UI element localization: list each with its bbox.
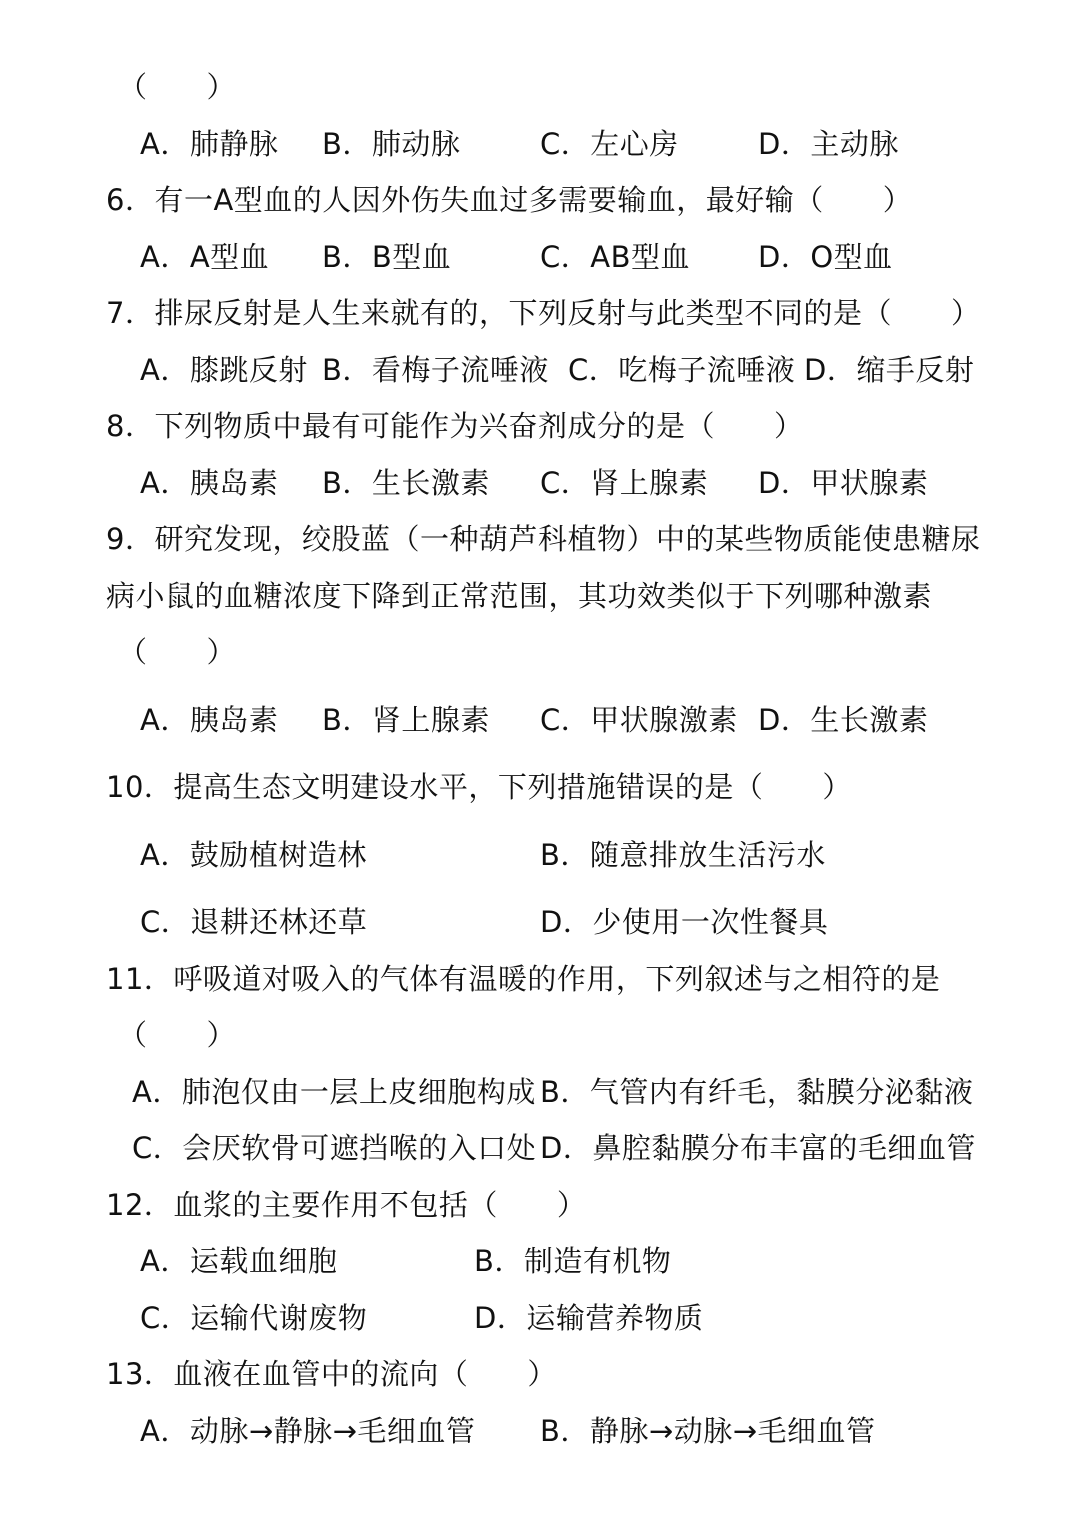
q11-option-b: B．气管内有纤毛，黏膜分泌黏液 — [540, 1075, 974, 1109]
q8-stem: 8．下列物质中最有可能作为兴奋剂成分的是（ ） — [106, 409, 804, 443]
q5-option-a: A．肺静脉 — [140, 127, 279, 161]
q7-option-b: B．看梅子流唾液 — [322, 353, 549, 387]
q8-option-a: A．胰岛素 — [140, 466, 279, 500]
q7-option-d: D．缩手反射 — [804, 353, 975, 387]
q12-option-d: D．运输营养物质 — [474, 1301, 704, 1335]
q5-option-b: B．肺动脉 — [322, 127, 461, 161]
q10-stem: 10．提高生态文明建设水平，下列措施错误的是（ ） — [106, 770, 852, 804]
q9-option-b: B．肾上腺素 — [322, 703, 490, 737]
q9-option-d: D．生长激素 — [758, 703, 929, 737]
q12-option-a: A．运载血细胞 — [140, 1244, 338, 1278]
q12-option-c: C．运输代谢废物 — [140, 1301, 368, 1335]
q12-stem: 12．血浆的主要作用不包括（ ） — [106, 1188, 587, 1222]
q9-option-a: A．胰岛素 — [140, 703, 279, 737]
q7-option-a: A．膝跳反射 — [140, 353, 308, 387]
q8-option-d: D．甲状腺素 — [758, 466, 929, 500]
q6-option-d: D．O型血 — [758, 240, 893, 274]
q5-paren: （ ） — [118, 70, 237, 104]
q9-stem-line1: 9．研究发现，绞股蓝（一种葫芦科植物）中的某些物质能使患糖尿 — [106, 522, 981, 556]
q6-stem: 6．有一A型血的人因外伤失血过多需要输血，最好输（ ） — [106, 183, 913, 217]
q7-option-c: C．吃梅子流唾液 — [568, 353, 796, 387]
q12-option-b: B．制造有机物 — [474, 1244, 672, 1278]
q10-option-d: D．少使用一次性餐具 — [540, 905, 829, 939]
q5-option-d: D．主动脉 — [758, 127, 899, 161]
q11-option-c: C．会厌软骨可遮挡喉的入口处 — [132, 1131, 537, 1165]
q7-stem: 7．排尿反射是人生来就有的，下列反射与此类型不同的是（ ） — [106, 296, 981, 330]
q6-option-a: A．A型血 — [140, 240, 270, 274]
q9-option-c: C．甲状腺激素 — [540, 703, 738, 737]
q8-option-c: C．肾上腺素 — [540, 466, 709, 500]
q10-option-c: C．退耕还林还草 — [140, 905, 368, 939]
q9-stem-line2: 病小鼠的血糖浓度下降到正常范围，其功效类似于下列哪种激素 — [106, 579, 933, 613]
q5-option-c: C．左心房 — [540, 127, 679, 161]
q8-option-b: B．生长激素 — [322, 466, 490, 500]
q10-option-a: A．鼓励植树造林 — [140, 838, 367, 872]
q11-option-d: D．鼻腔黏膜分布丰富的毛细血管 — [540, 1131, 976, 1165]
q11-stem: 11．呼吸道对吸入的气体有温暖的作用，下列叙述与之相符的是 — [106, 962, 941, 996]
q6-option-c: C．AB型血 — [540, 240, 690, 274]
q11-paren: （ ） — [118, 1018, 237, 1052]
q13-option-b: B．静脉→动脉→毛细血管 — [540, 1414, 876, 1448]
q10-option-b: B．随意排放生活污水 — [540, 838, 826, 872]
q9-paren: （ ） — [118, 635, 237, 669]
q6-option-b: B．B型血 — [322, 240, 452, 274]
q11-option-a: A．肺泡仅由一层上皮细胞构成 — [132, 1075, 536, 1109]
q13-option-a: A．动脉→静脉→毛细血管 — [140, 1414, 476, 1448]
q13-stem: 13．血液在血管中的流向（ ） — [106, 1357, 557, 1391]
